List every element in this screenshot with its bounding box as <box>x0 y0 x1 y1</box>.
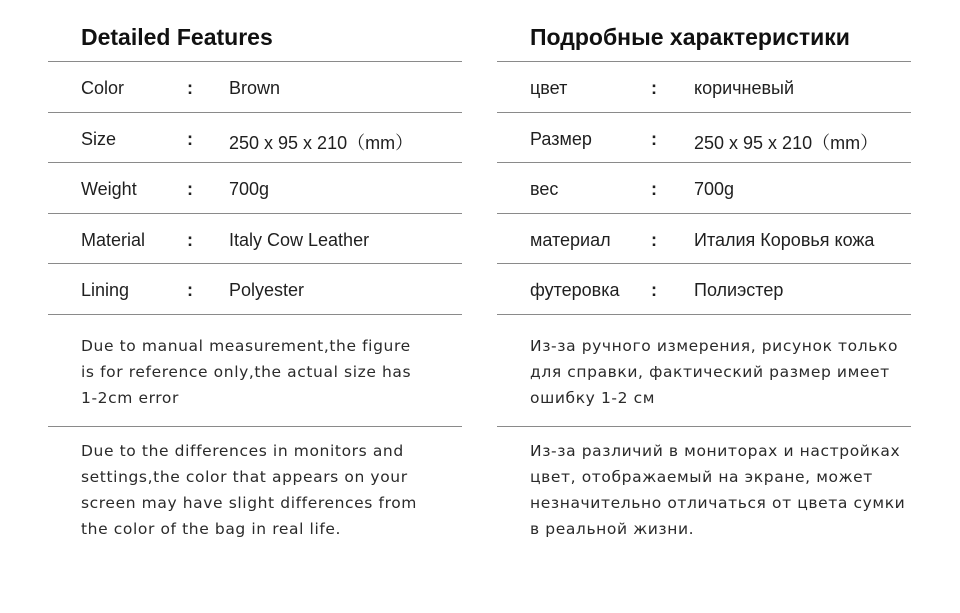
note-line: незначительно отличаться от цвета сумки <box>530 494 906 512</box>
spec-row-material <box>497 214 911 264</box>
note-line: Due to the differences in monitors and <box>81 442 404 460</box>
note-line: ошибку 1-2 см <box>530 389 656 407</box>
spec-colon: : <box>187 179 193 199</box>
spec-colon: : <box>651 179 657 199</box>
spec-colon: : <box>187 280 193 300</box>
spec-label: вес <box>530 179 559 199</box>
spec-label: цвет <box>530 78 568 98</box>
spec-value: 700g <box>229 179 270 199</box>
spec-row-weight <box>48 163 462 213</box>
note-line: Из-за различий в мониторах и настройках <box>530 442 901 460</box>
spec-colon: : <box>187 78 193 98</box>
spec-value: Полиэстер <box>694 280 784 300</box>
spec-value: Italy Cow Leather <box>229 230 370 250</box>
spec-colon: : <box>187 129 193 149</box>
divider <box>497 426 911 427</box>
spec-value: 700g <box>694 179 735 199</box>
spec-colon: : <box>651 129 657 149</box>
color-disclaimer-note <box>530 438 905 542</box>
spec-label: Color <box>81 78 125 98</box>
spec-label: Weight <box>81 179 137 199</box>
spec-row-lining <box>48 264 462 314</box>
measurement-note <box>530 333 905 411</box>
note-line: цвет, отображаемый на экране, может <box>530 468 873 486</box>
divider <box>48 426 462 427</box>
spec-colon: : <box>187 230 193 250</box>
note-line: screen may have slight differences from <box>81 494 417 512</box>
russian-title: Подробные характеристики <box>530 24 850 50</box>
spec-row-weight <box>497 163 911 213</box>
spec-row-material <box>48 214 462 264</box>
spec-row-color <box>48 62 462 112</box>
note-line: the color of the bag in real life. <box>81 520 342 538</box>
english-title: Detailed Features <box>81 24 273 50</box>
spec-colon: : <box>651 230 657 250</box>
note-line: Из-за ручного измерения, рисунок только <box>530 337 899 355</box>
spec-row-lining <box>497 264 911 314</box>
spec-colon: : <box>651 78 657 98</box>
spec-label: Size <box>81 129 117 149</box>
spec-value: Италия Коровья кожа <box>694 230 875 250</box>
spec-row-size <box>497 113 911 163</box>
spec-label: материал <box>530 230 611 250</box>
spec-value: Polyester <box>229 280 305 300</box>
spec-label: Lining <box>81 280 130 300</box>
note-line: Due to manual measurement,the figure <box>81 337 411 355</box>
spec-label: футеровка <box>530 280 620 300</box>
divider <box>497 314 911 315</box>
color-disclaimer-note <box>81 438 456 542</box>
spec-row-color <box>497 62 911 112</box>
divider <box>48 314 462 315</box>
spec-colon: : <box>651 280 657 300</box>
note-line: is for reference only,the actual size has <box>81 363 412 381</box>
note-line: для справки, фактический размер имеет <box>530 363 890 381</box>
spec-label: Material <box>81 230 146 250</box>
note-line: settings,the color that appears on your <box>81 468 408 486</box>
spec-value: 250 x 95 x 210（mm） <box>694 133 879 153</box>
spec-row-size <box>48 113 462 163</box>
spec-value: Brown <box>229 78 281 98</box>
spec-value: коричневый <box>694 78 795 98</box>
note-line: 1-2cm error <box>81 389 179 407</box>
measurement-note <box>81 333 456 411</box>
note-line: в реальной жизни. <box>530 520 695 538</box>
spec-value: 250 x 95 x 210（mm） <box>229 133 414 153</box>
spec-label: Размер <box>530 129 592 149</box>
